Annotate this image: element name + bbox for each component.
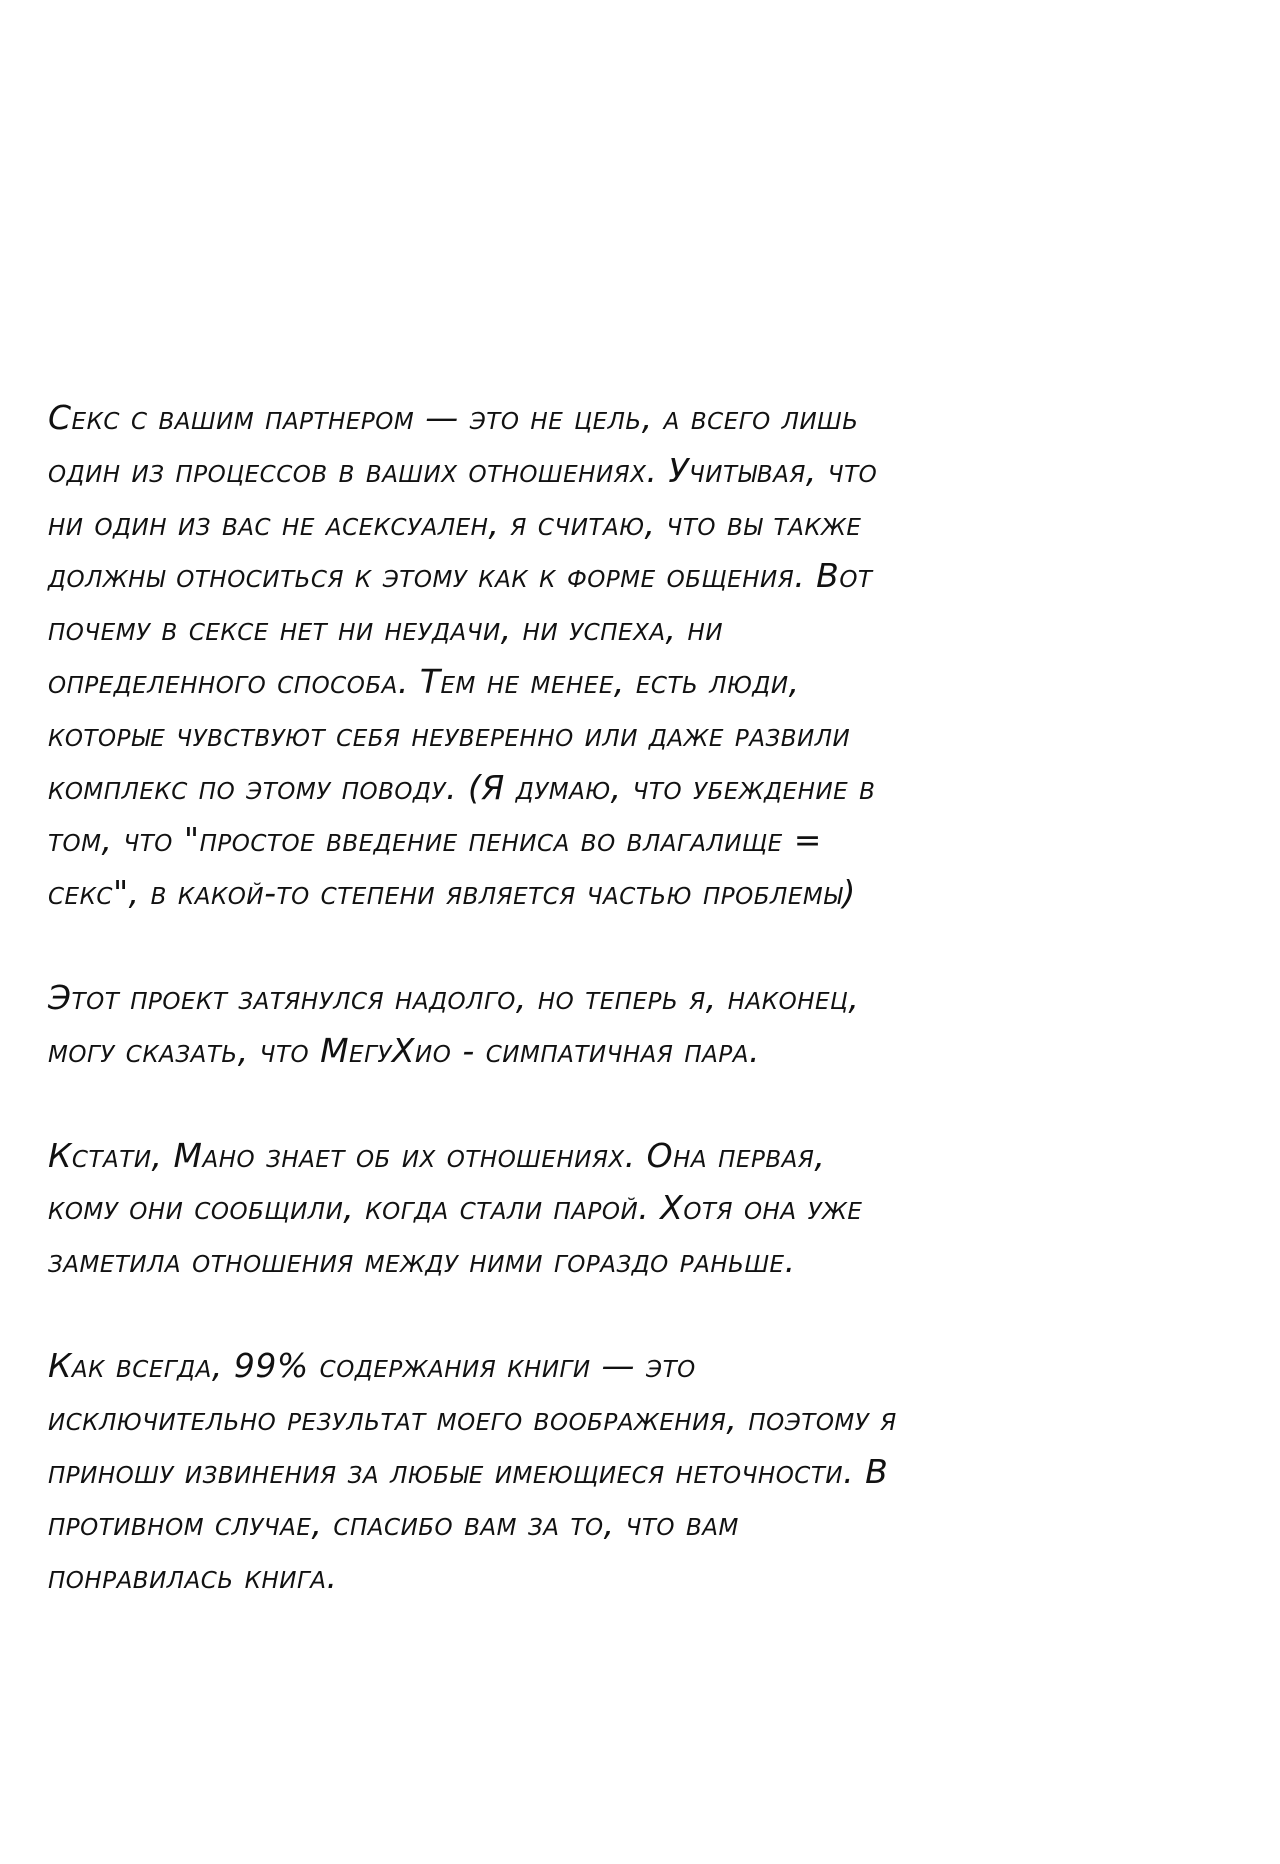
paragraph-sex-communication: Секс с вашим партнером — это не цель, а всего лишь один из процессов в ваших отношениях. Учитывая, что ни один из вас не асексуален, я считаю, что вы также должны относиться к этому как к форме общения. Вот почему в сексе нет ни неудачи, ни успеха, ни определенного способа. Тем не менее, есть люди, которые чувствуют себя неуверенно или даже развили комплекс по этому поводу. (Я думаю, что убеждение в том, что "простое введение пениса во влагалище = секс", в какой-то степени является частью проблемы) — [48, 398, 878, 913]
afterword-text — [48, 392, 1238, 1656]
paragraph-mano-knows: Кстати, Мано знает об их отношениях. Она первая, кому они сообщили, когда стали парой. Хотя она уже заметила отношения между ними гораздо раньше. — [48, 1135, 863, 1281]
paragraph-imagination-thanks: Как всегда, 99% содержания книги — это исключительно результат моего воображения, поэтому я приношу извинения за любые имеющиеся неточности. В противном случае, спасибо вам за то, что вам понравилась книга. — [48, 1345, 897, 1597]
paragraph-project-pair: Этот проект затянулся надолго, но теперь я, наконец, могу сказать, что МегуХио - симпатичная пара. — [48, 977, 860, 1070]
